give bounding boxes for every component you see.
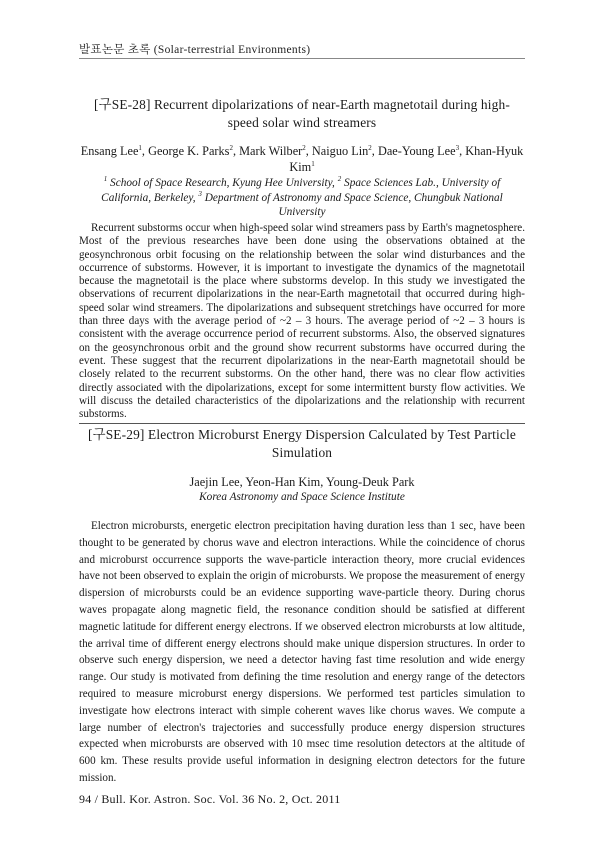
paper2-abstract-block — [79, 518, 525, 787]
section-divider — [79, 423, 525, 424]
author-sup: 2 — [229, 143, 233, 152]
author-name: Ensang Lee — [80, 144, 139, 158]
affil-sup: 2 — [337, 175, 342, 184]
affil-sup: 3 — [198, 189, 202, 198]
paper2-abstract: Electron microbursts, energetic electron precipitation having duration less than 1 sec, have been thought to be generated by chorus wave and electron interactions. While the coincidence of chorus and microburst occurrence supports the wave-particle interaction theory, more crucial evidences have not been observed to explain the origin of microbursts. We propose the measurement of energy dispersion of microbursts could be an evidence supporting wave-particle theory. During chorus waves propagate along magnetic field, the resonance condition should be satisfied at different magnetic latitude for different energy electrons. If we observed electron microbursts at low altitude, the arrival time of different energy electrons should make unique dispersion structures. In order to observe such energy dispersion, we need a detector having fast time resolution and wide energy range. Our study is motivated from defining the time resolution and energy range of the detectors required to measure microburst energy dispersions. We performed test particles simulation to investigate how electrons interact with simple coherent waves like chorus waves. We compute a large number of electron's trajectories and successfully produce energy dispersion structures expected when microbursts are observed with 10 msec time resolution detectors at the altitude of 600 km. These results provide useful information in designing electron detectors for the future mission. — [79, 520, 525, 784]
header-rule — [79, 58, 525, 59]
paper1-title-block — [79, 96, 525, 132]
author-sup: 1 — [311, 159, 315, 168]
author-sup: 2 — [368, 143, 372, 152]
paper1-abstract-block — [79, 222, 525, 421]
author-sup: 2 — [302, 143, 306, 152]
paper1-author-list: Ensang Lee$^1$, George K. Parks$^2$, Mark Wilber$^2$, Naiguo Lin$^2$, Dae-Young Lee$^3$, Khan-Hyuk Kim$^1$ — [80, 143, 524, 174]
affil-sup: 1 — [103, 175, 108, 184]
author-name: George K. Parks — [148, 144, 230, 158]
author-sup: 1 — [138, 143, 142, 152]
paper2-title: [구SE-29] Electron Microburst Energy Dispersion Calculated by Test Particle Simulation — [88, 427, 516, 460]
author-name: Khan-Hyuk Kim — [289, 144, 524, 174]
author-name: Naiguo Lin — [311, 144, 369, 158]
author-name: Dae-Young Lee — [377, 144, 456, 158]
paper2-authors — [79, 474, 525, 490]
affil-item: Department of Astronomy and Space Science, Chungbuk National University — [204, 191, 503, 218]
page-footer: 94 / Bull. Kor. Astron. Soc. Vol. 36 No. 2, Oct. 2011 — [79, 792, 341, 806]
paper2-title-block — [79, 426, 525, 462]
paper1-affiliations — [79, 176, 525, 220]
affil-item: Space Sciences Lab., University of California, Berkeley, — [101, 177, 501, 204]
paper2-affiliation-block — [79, 490, 525, 505]
paper2-author-list: Jaejin Lee, Yeon-Han Kim, Young-Deuk Park — [189, 475, 415, 489]
paper1-authors — [79, 143, 525, 175]
affil-item: School of Space Research, Kyung Hee University, — [110, 177, 335, 189]
paper1-affiliation-text — [79, 176, 525, 220]
running-head: 발표논문 초록 (Solar-terrestrial Environments) — [79, 44, 311, 56]
paper1-title: [구SE-28] Recurrent dipolarizations of near-Earth magnetotail during high-speed solar wind streamers — [94, 97, 510, 130]
author-name: Mark Wilber — [239, 144, 303, 158]
author-sup: 3 — [455, 143, 460, 152]
paper2-affiliation: Korea Astronomy and Space Science Institute — [199, 491, 405, 503]
paper1-abstract: Recurrent substorms occur when high-speed solar wind streamers pass by Earth's magnetosphere. Most of the previous researches have been done using the observations obtained at the geosynchronous orbit focusing on the relationship between the solar wind disturbances and the occurrence of substorms. However, it is important to investigate the dynamics of the magnetotail because the magnetotail is the place where substorms develop. In this study we investigated the observations of recurrent dipolarizations in the near-Earth magnetotail that occurred during high-speed solar wind streamers. The dipolarizations and subsequent stretchings have occurred for more than three days with the average period of ~2 – 3 hours. The average period of ~2 – 3 hours is consistent with the average occurrence period of recurrent substorms. Also, the observed signatures on the geosynchronous orbit and the ground show recurrent substorms have occurred during the event. These suggest that the recurrent dipolarizations in the near-Earth magnetotail should be closely related to the recurrent substorms. On the other hand, there was no clear flow activities directly associated with the dipolarizations, except for some intermittent bursty flow activities. We will discuss the detailed characteristics of the dipolarizations and the relationship with recurrent substorms. — [79, 222, 525, 421]
